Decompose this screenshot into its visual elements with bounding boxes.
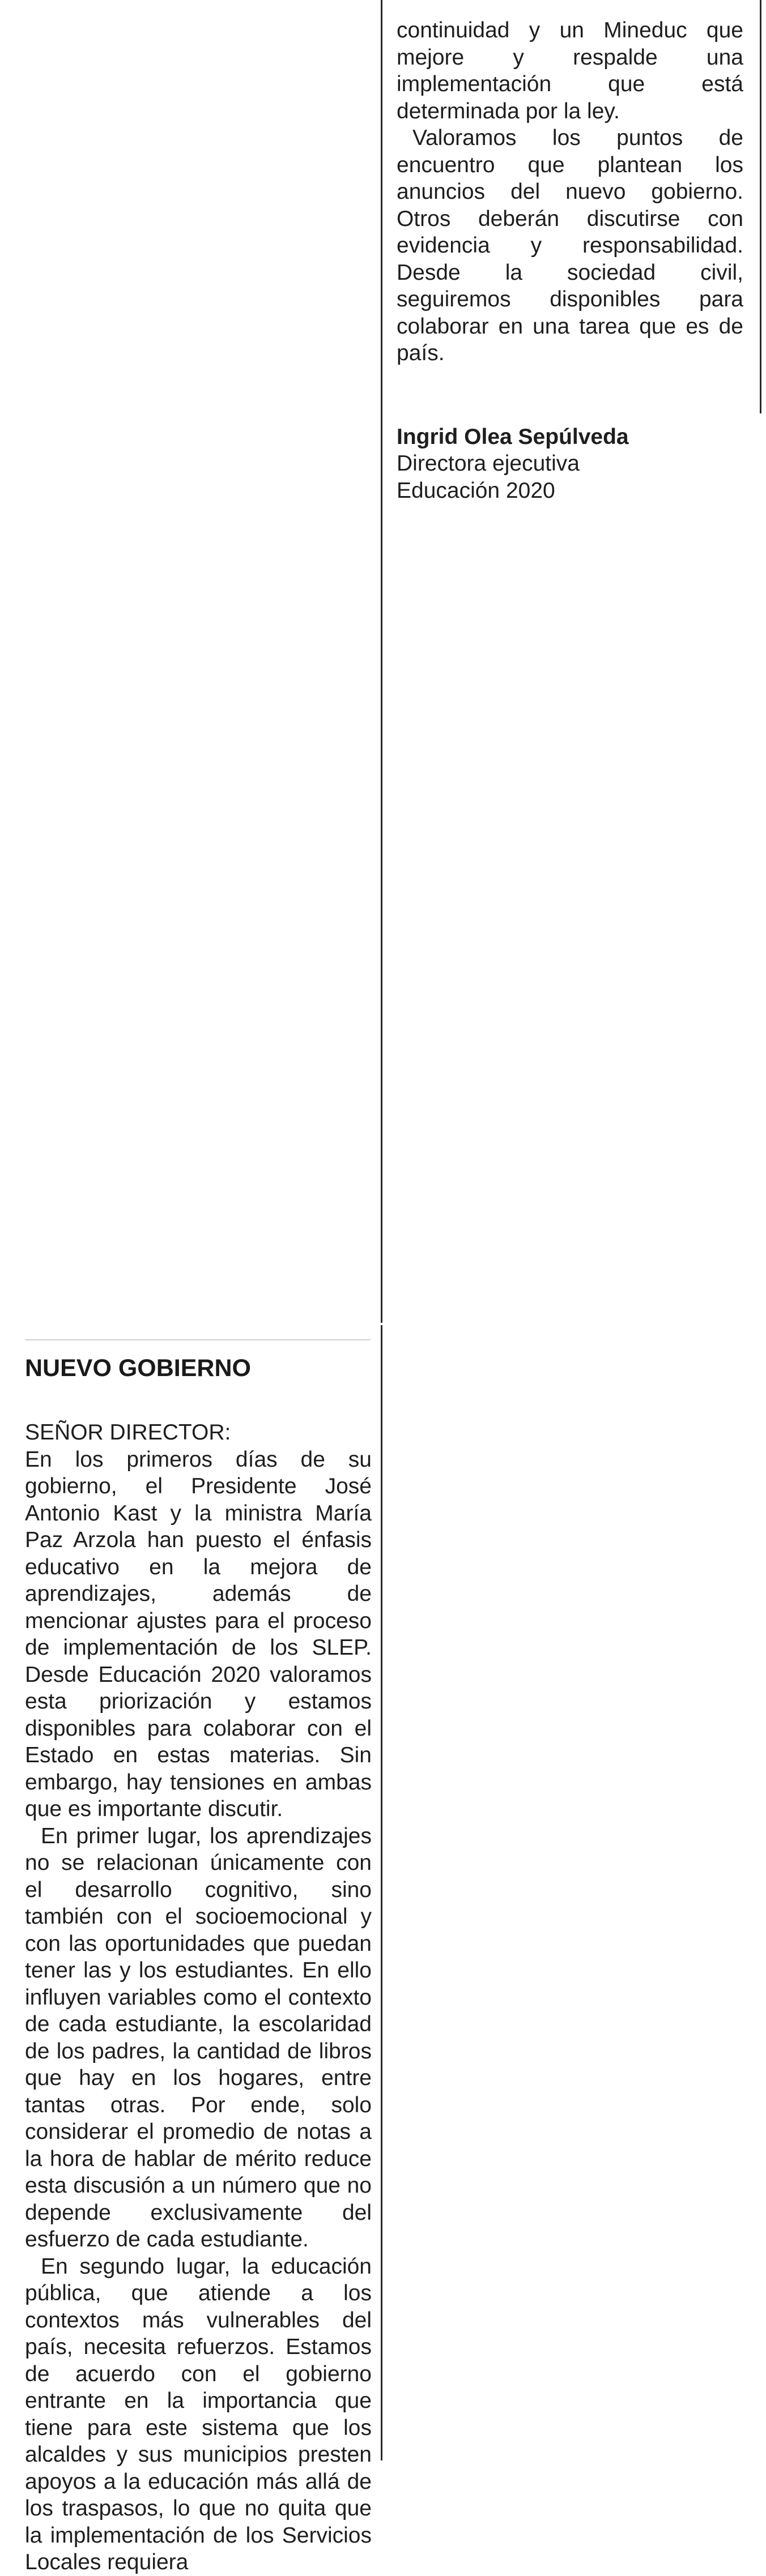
column-divider-bottom [381,1325,382,2460]
letter-headline: NUEVO GOBIERNO [25,1355,251,1382]
signature-title: Directora ejecutiva [397,451,580,476]
letter-nuevo-gobierno [25,1353,372,2576]
signature-organization: Educación 2020 [397,478,555,503]
letter-signature [397,424,743,505]
letter-paragraph: Valoramos los puntos de encuentro que plantean los anuncios del nuevo gobierno. Otros deberán discutirse con evidencia y responsabilidad. Desde la sociedad civil, seguiremos disponibles para colaborar en una tarea que es de país. [397,126,743,365]
signature-name: Ingrid Olea Sepúlveda [397,424,629,449]
headline-rule [25,1339,371,1340]
letter-paragraph: En los primeros días de su gobierno, el Presidente José Antonio Kast y la ministra María Paz Arzola han puesto el énfasis educativo en la mejora de aprendizajes, además de mencionar ajustes para el proceso de implementación de los SLEP. Desde Educación 2020 valoramos esta priorización y estamos disponibles para colaborar con el Estado en estas materias. Sin embargo, hay tensiones en ambas que es importante discutir. [25,1447,372,1821]
letter-salutation: SEÑOR DIRECTOR: [25,1420,231,1445]
letter-paragraph: continuidad y un Mineduc que mejore y respalde una implementación que está determinada por la ley. [397,18,743,123]
column-divider-top [381,0,382,1323]
letter-continuation [397,17,743,504]
letter-paragraph: En primer lugar, los aprendizajes no se relacionan únicamente con el desarrollo cognitivo, sino también con el socioemocional y con las oportunidades que puedan tener las y los estudiantes. En ello influyen variables como el contexto de cada estudiante, la escolaridad de los padres, la cantidad de libros que hay en los hogares, entre tantas otras. Por ende, solo considerar el promedio de notas a la hora de hablar de mérito reduce esta discusión a un número que no depende exclusivamente del esfuerzo de cada estudiante. [25,1823,372,2252]
letter-paragraph: En segundo lugar, la educación pública, que atiende a los contextos más vulnerables del país, necesita refuerzos. Estamos de acuerdo con el gobierno entrante en la importancia que tiene para este sistema que los alcaldes y sus municipios presten apoyos a la educación más allá de los traspasos, lo que no quita que la implementación de los Servicios Locales requiera [25,2254,372,2574]
column-divider-right [760,0,761,413]
